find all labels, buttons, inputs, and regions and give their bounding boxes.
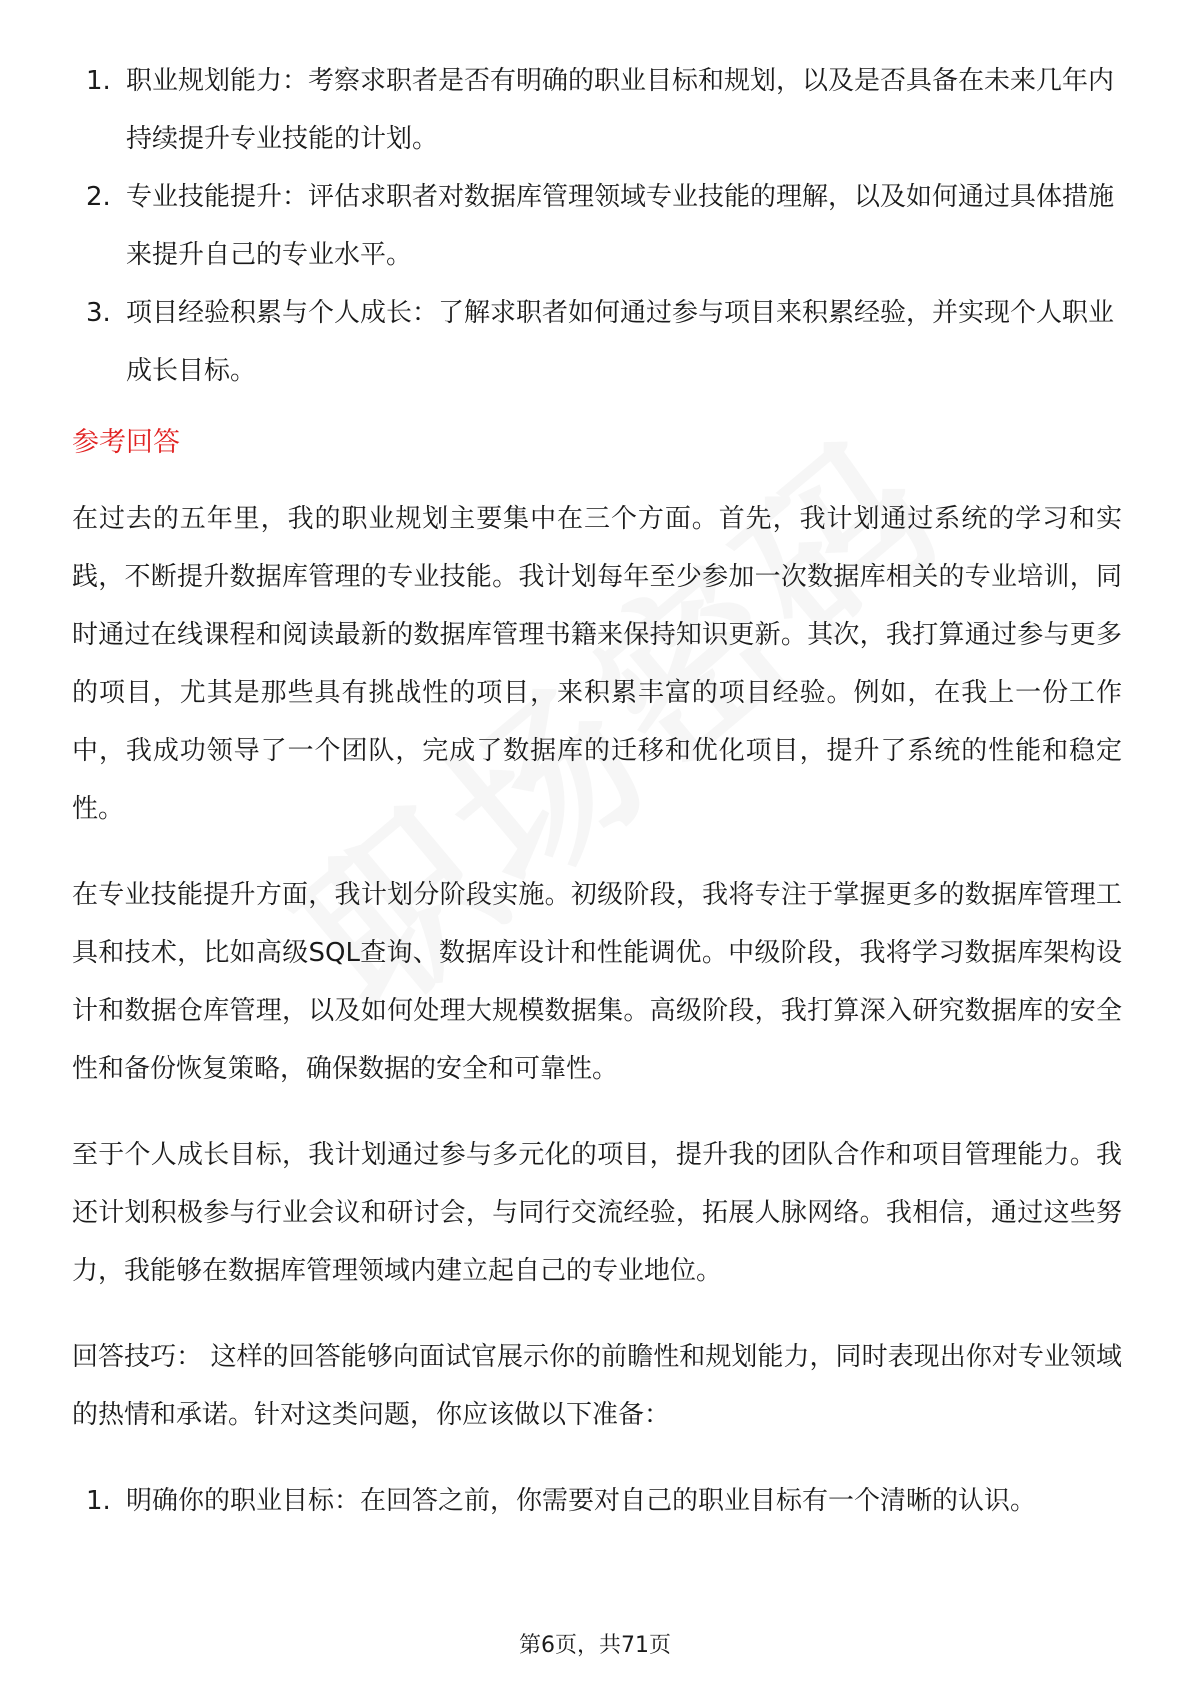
list-text: 项目经验积累与个人成长：了解求职者如何通过参与项目来积累经验，并实现个人职业成长目标。	[126, 298, 1115, 386]
list-text: 明确你的职业目标：在回答之前，你需要对自己的职业目标有一个清晰的认识。	[126, 1486, 1037, 1516]
list-number: 3.	[86, 298, 111, 328]
paragraph: 回答技巧： 这样的回答能够向面试官展示你的前瞻性和规划能力，同时表现出你对专业领域的热情和承诺。针对这类问题，你应该做以下准备：	[72, 1342, 1122, 1430]
criteria-list	[72, 52, 1122, 400]
paragraph: 在过去的五年里，我的职业规划主要集中在三个方面。首先，我计划通过系统的学习和实践，不断提升数据库管理的专业技能。我计划每年至少参加一次数据库相关的专业培训，同时通过在线课程和阅读最新的数据库管理书籍来保持知识更新。其次，我打算通过参与更多的项目，尤其是那些具有挑战性的项目，来积累丰富的项目经验。例如，在我上一份工作中，我成功领导了一个团队，完成了数据库的迁移和优化项目，提升了系统的性能和稳定性。	[72, 504, 1122, 824]
preparation-list	[72, 1472, 1122, 1530]
paragraph: 在专业技能提升方面，我计划分阶段实施。初级阶段，我将专注于掌握更多的数据库管理工具和技术，比如高级SQL查询、数据库设计和性能调优。中级阶段，我将学习数据库架构设计和数据仓库管理，以及如何处理大规模数据集。高级阶段，我打算深入研究数据库的安全性和备份恢复策略，确保数据的安全和可靠性。	[72, 880, 1122, 1084]
list-number: 1.	[86, 1486, 111, 1516]
list-number: 1.	[86, 66, 111, 96]
list-number: 2.	[86, 182, 111, 212]
list-text: 职业规划能力：考察求职者是否有明确的职业目标和规划，以及是否具备在未来几年内持续提升专业技能的计划。	[126, 66, 1115, 154]
section-title: 参考回答	[72, 427, 180, 458]
list-text: 专业技能提升：评估求职者对数据库管理领域专业技能的理解，以及如何通过具体措施来提升自己的专业水平。	[126, 182, 1115, 270]
list-item	[72, 1472, 1122, 1530]
page-footer: 第6页，共71页	[519, 1633, 671, 1658]
list-item	[72, 284, 1122, 400]
list-item	[72, 168, 1122, 284]
document-page	[72, 52, 1122, 1530]
list-item	[72, 52, 1122, 168]
paragraph: 至于个人成长目标，我计划通过参与多元化的项目，提升我的团队合作和项目管理能力。我还计划积极参与行业会议和研讨会，与同行交流经验，拓展人脉网络。我相信，通过这些努力，我能够在数据库管理领域内建立起自己的专业地位。	[72, 1140, 1122, 1286]
